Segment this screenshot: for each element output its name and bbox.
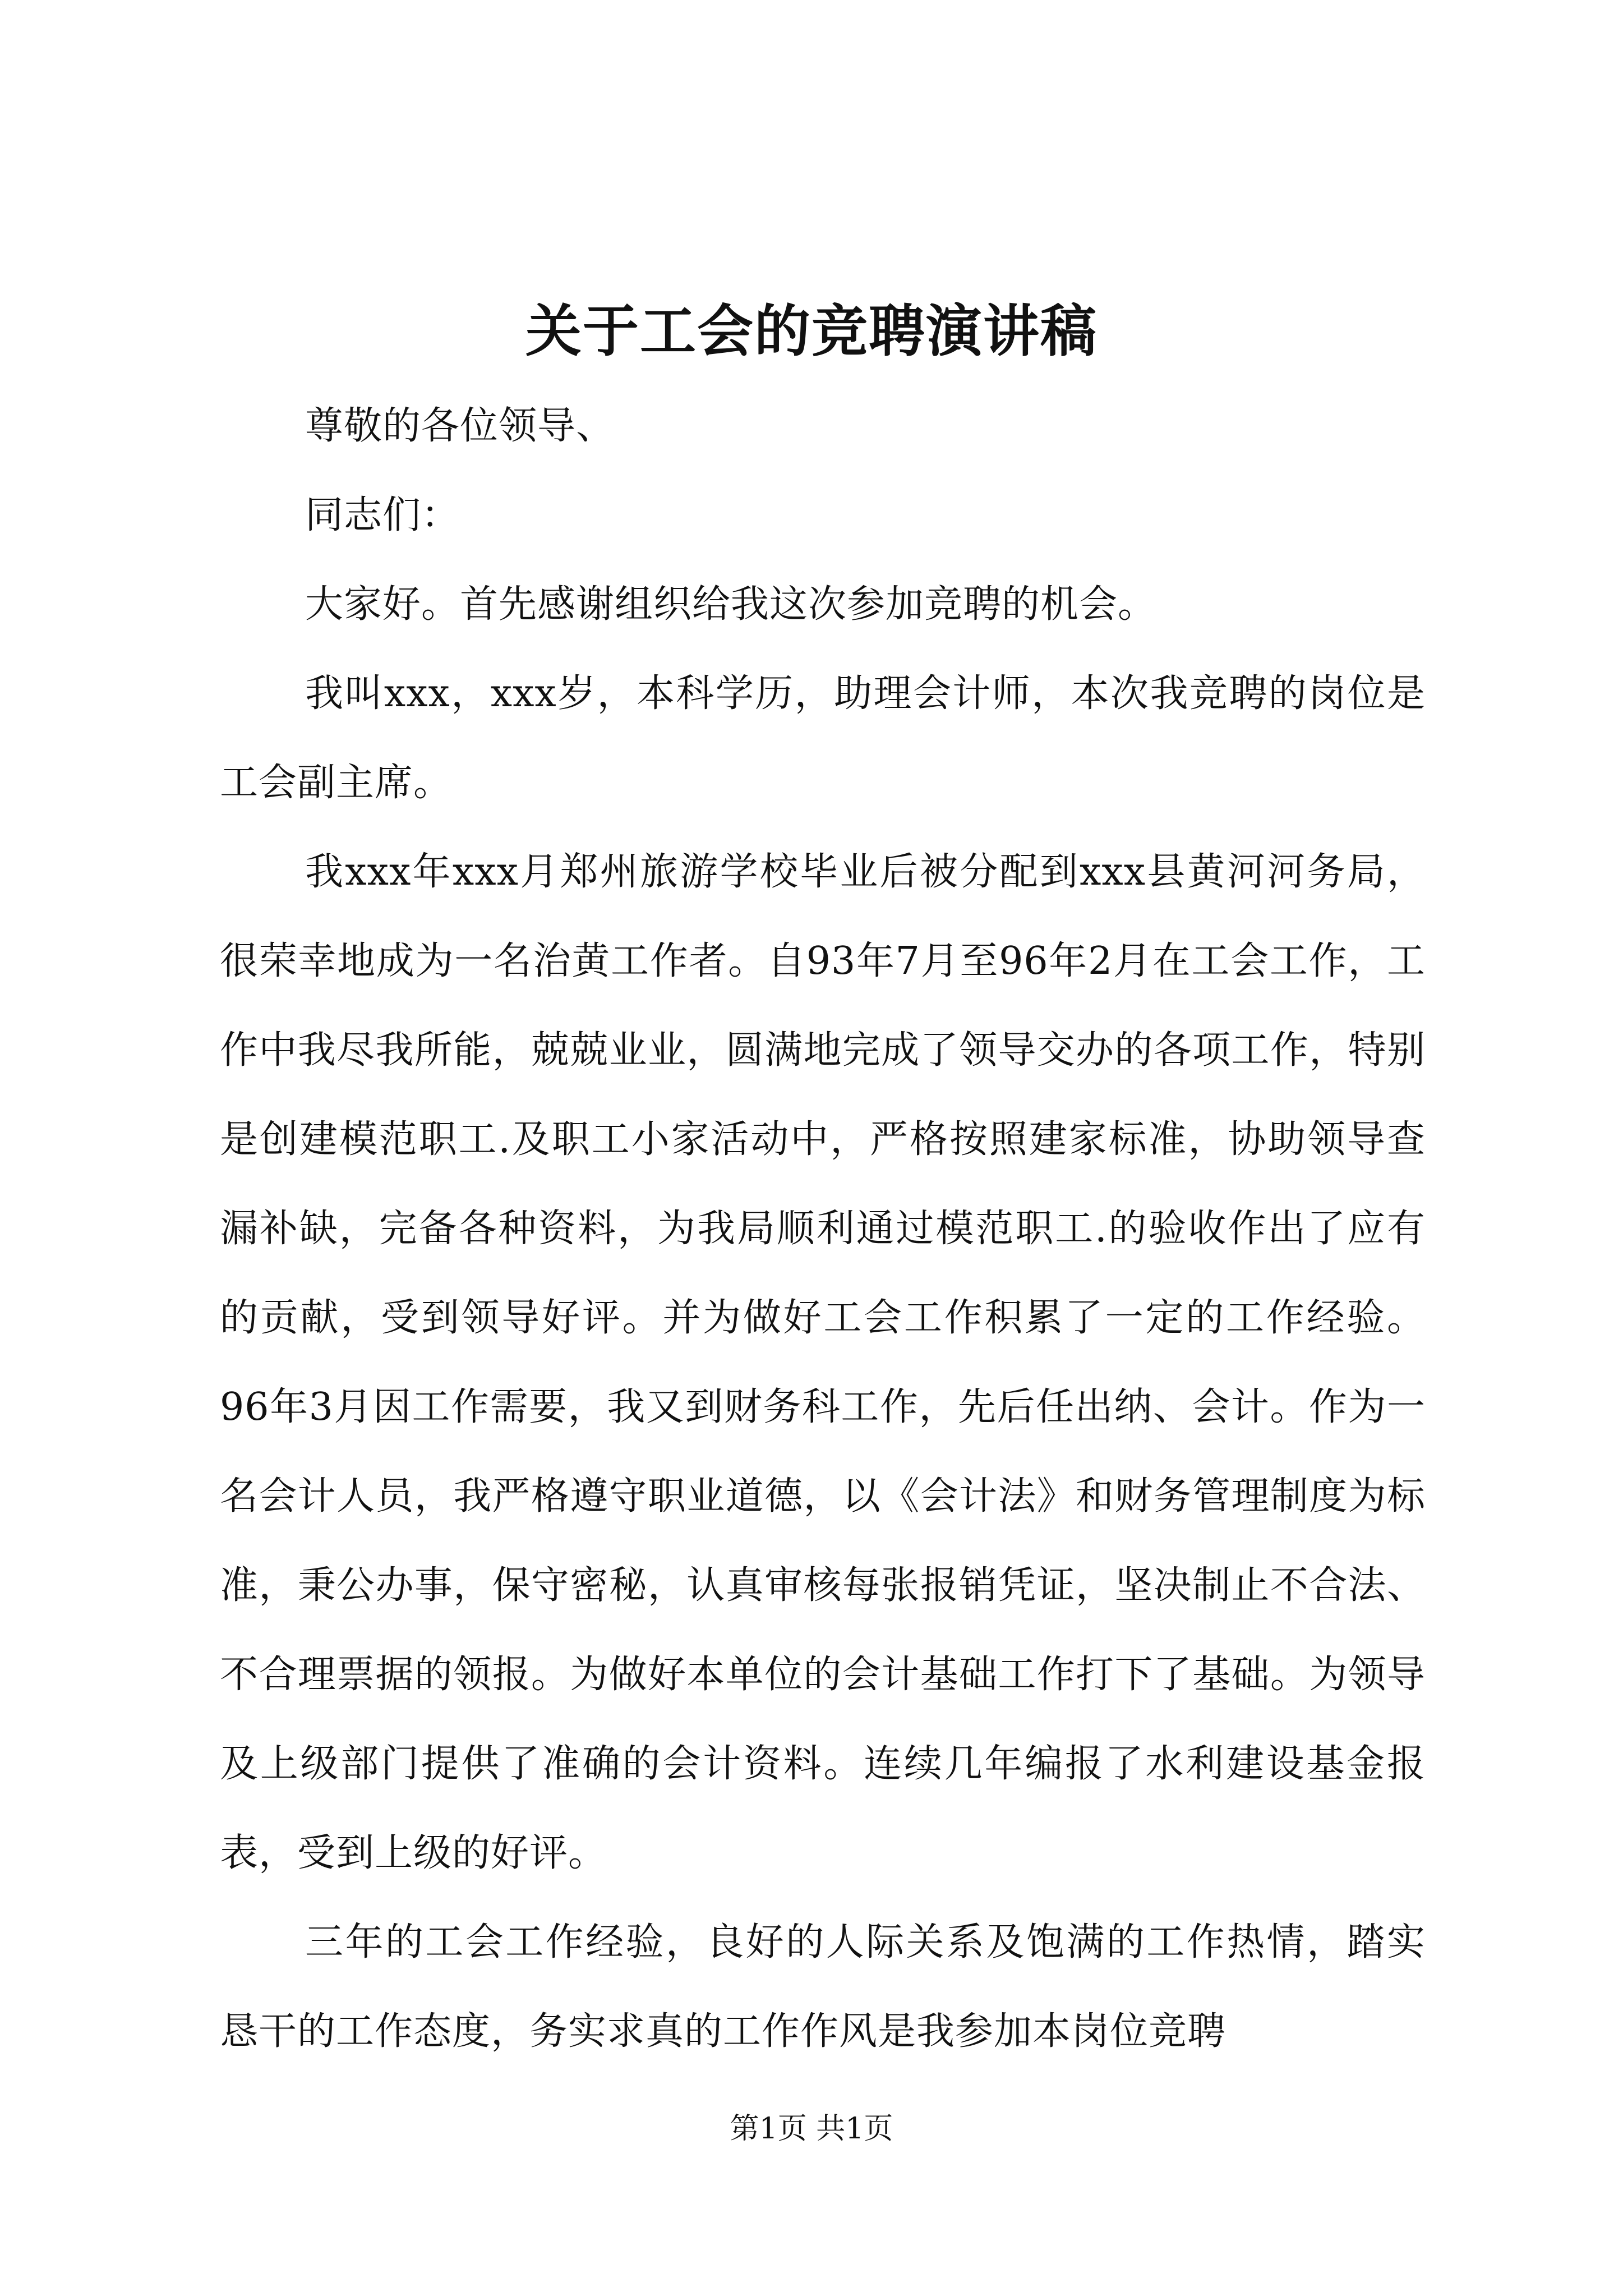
- paragraph: 我叫xxx，xxx岁，本科学历，助理会计师，本次我竞聘的岗位是工会副主席。: [220, 671, 1426, 805]
- paragraph: 三年的工会工作经验，良好的人际关系及饱满的工作热情，踏实恳干的工作态度，务实求真的工作作风是我参加本岗位竞聘: [220, 1920, 1426, 2054]
- page-number-footer: 第1页 共1页: [730, 2112, 893, 2146]
- paragraph: 我xxx年xxx月郑州旅游学校毕业后被分配到xxx县黄河河务局，很荣幸地成为一名治黄工作者。自93年7月至96年2月在工会工作，工作中我尽我所能，兢兢业业，圆满地完成了领导交办的各项工作，特别是创建模范职工.及职工小家活动中，严格按照建家标准，协助领导查漏补缺，完备各种资料，为我局顺利通过模范职工.的验收作出了应有的贡献，受到领导好评。并为做好工会工作积累了一定的工作经验。96年3月因工作需要，我又到财务科工作，先后任出纳、会计。作为一名会计人员，我严格遵守职业道德，以《会计法》和财务管理制度为标准，秉公办事，保守密秘，认真审核每张报销凭证，坚决制止不合法、不合理票据的领报。为做好本单位的会计基础工作打下了基础。为领导及上级部门提供了准确的会计资料。连续几年编报了水利建设基金报表，受到上级的好评。: [220, 850, 1426, 1875]
- paragraph: 大家好。首先感谢组织给我这次参加竞聘的机会。: [305, 582, 1157, 627]
- document-title: 关于工会的竞聘演讲稿: [525, 298, 1098, 364]
- document-body: [220, 381, 1426, 2076]
- paragraph: 尊敬的各位领导、: [305, 404, 615, 448]
- paragraph: 同志们：: [305, 493, 460, 537]
